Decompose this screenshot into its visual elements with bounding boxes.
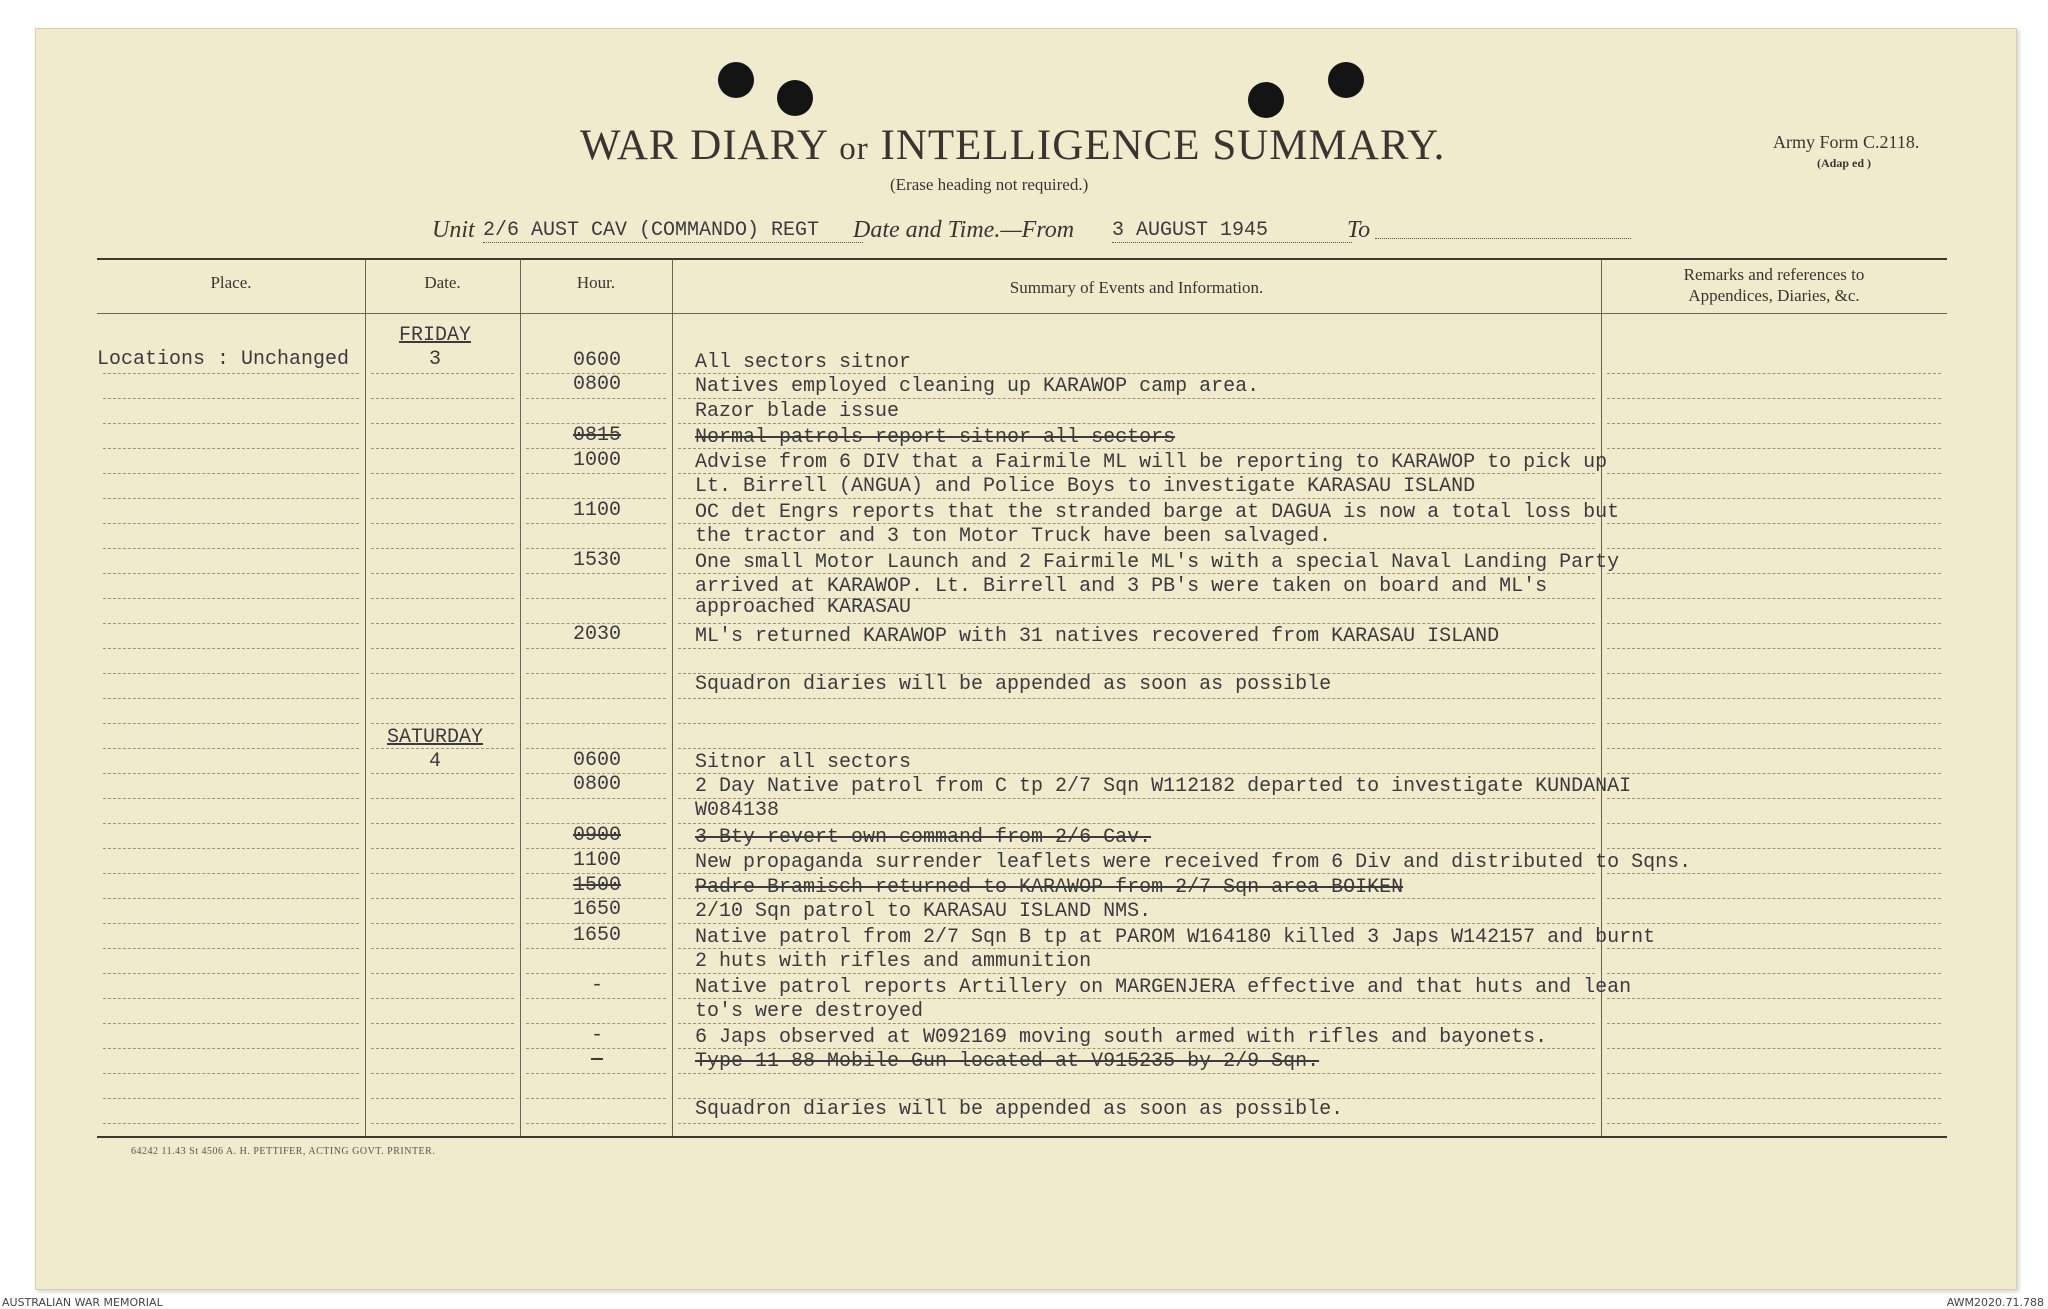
entry-text: Lt. Birrell (ANGUA) and Police Boys to investigate KARASAU ISLAND — [695, 475, 1476, 498]
entry-hour: 0800 — [572, 773, 621, 796]
ruling-line — [103, 1023, 359, 1024]
ruling-line — [371, 1098, 514, 1099]
ruling-line — [371, 523, 514, 524]
form-subtitle: (Erase heading not required.) — [890, 175, 1089, 194]
ruling-line — [371, 623, 514, 624]
ruling-line — [371, 723, 514, 724]
place-note: Locations : Unchanged — [97, 348, 350, 371]
entry-hour: 1530 — [572, 549, 621, 572]
ruling-line — [1607, 623, 1941, 624]
entry-text: Squadron diaries will be appended as soon as possible — [695, 673, 1332, 696]
unit-value: 2/6 AUST CAV (COMMANDO) REGT — [483, 219, 863, 243]
ruling-line — [526, 598, 666, 599]
ruling-line — [103, 473, 359, 474]
ruling-line — [103, 673, 359, 674]
war-diary-page — [35, 28, 2017, 1290]
ruling-line — [1607, 548, 1941, 549]
ruling-line — [103, 623, 359, 624]
ruling-line — [103, 998, 359, 999]
entry-hour: 1500 — [572, 874, 621, 897]
ruling-line — [1607, 948, 1941, 949]
entry-hour: - — [590, 974, 603, 997]
ruling-line — [1607, 898, 1941, 899]
ruling-line — [371, 848, 514, 849]
entry-text: W084138 — [695, 799, 780, 822]
entry-text: arrived at KARAWOP. Lt. Birrell and 3 PB's were taken on board and ML's — [695, 575, 1548, 598]
ruling-line — [1607, 373, 1941, 374]
ruling-line — [103, 548, 359, 549]
ruling-line — [678, 798, 1595, 799]
table-header-rule — [97, 313, 1947, 314]
entry-hour: 1650 — [572, 898, 621, 921]
ruling-line — [371, 473, 514, 474]
ruling-line — [678, 698, 1595, 699]
ruling-line — [678, 623, 1595, 624]
table-top-rule — [97, 258, 1947, 260]
ruling-line — [526, 573, 666, 574]
ruling-line — [103, 1048, 359, 1049]
form-title — [580, 121, 1445, 170]
punch-hole — [718, 62, 754, 98]
ruling-line — [371, 673, 514, 674]
entry-text: OC det Engrs reports that the stranded barge at DAGUA is now a total loss but — [695, 501, 1620, 524]
ruling-line — [1607, 1073, 1941, 1074]
title-intelligence-summary: INTELLIGENCE SUMMARY. — [880, 122, 1446, 169]
ruling-line — [371, 998, 514, 999]
ruling-line — [526, 698, 666, 699]
punch-hole — [1328, 62, 1364, 98]
column-header-remarks-1: Remarks and references to — [1683, 265, 1865, 284]
ruling-line — [103, 823, 359, 824]
ruling-line — [678, 748, 1595, 749]
ruling-line — [526, 648, 666, 649]
ruling-line — [103, 773, 359, 774]
ruling-line — [1607, 723, 1941, 724]
ruling-line — [103, 1073, 359, 1074]
ruling-line — [1607, 498, 1941, 499]
army-form-number: Army Form C.2118. — [1773, 132, 1920, 152]
entry-text: ML's returned KARAWOP with 31 natives recovered from KARASAU ISLAND — [695, 625, 1500, 648]
ruling-line — [103, 573, 359, 574]
archive-credit: AUSTRALIAN WAR MEMORIAL — [2, 1296, 163, 1309]
ruling-line — [1607, 573, 1941, 574]
entry-text: Squadron diaries will be appended as soon as possible. — [695, 1098, 1344, 1121]
ruling-line — [1607, 1098, 1941, 1099]
ruling-line — [371, 823, 514, 824]
ruling-line — [371, 898, 514, 899]
entry-text: Type 11 88 Mobile Gun located at V915235 by 2/9 Sqn. — [695, 1050, 1320, 1073]
ruling-line — [678, 548, 1595, 549]
printer-imprint: 64242 11.43 St 4506 A. H. PETTIFER, ACTING GOVT. PRINTER. — [131, 1146, 436, 1157]
column-header-summary: Summary of Events and Information. — [1009, 278, 1264, 297]
ruling-line — [103, 923, 359, 924]
entry-text: Native patrol reports Artillery on MARGENJERA effective and that huts and lean — [695, 976, 1632, 999]
entry-hour: - — [590, 1048, 603, 1071]
day-saturday: SATURDAY — [386, 726, 483, 749]
ruling-line — [371, 1123, 514, 1124]
ruling-line — [1607, 398, 1941, 399]
ruling-line — [678, 823, 1595, 824]
archive-reference: AWM2020.71.788 — [1946, 1296, 2044, 1309]
ruling-line — [103, 498, 359, 499]
entry-hour: 2030 — [572, 623, 621, 646]
ruling-line — [371, 698, 514, 699]
ruling-line — [1607, 1123, 1941, 1124]
ruling-line — [1607, 473, 1941, 474]
ruling-line — [526, 723, 666, 724]
ruling-line — [678, 498, 1595, 499]
ruling-line — [371, 948, 514, 949]
ruling-line — [103, 1098, 359, 1099]
day-friday-number: 3 — [428, 348, 441, 371]
ruling-line — [678, 423, 1595, 424]
ruling-line — [1607, 1023, 1941, 1024]
ruling-line — [371, 648, 514, 649]
ruling-line — [1607, 523, 1941, 524]
ruling-line — [526, 523, 666, 524]
adapted-note: (Adap ed ) — [1817, 156, 1872, 170]
ruling-line — [526, 673, 666, 674]
column-header-place: Place. — [210, 273, 252, 292]
column-header-hour: Hour. — [576, 273, 616, 292]
ruling-line — [371, 1048, 514, 1049]
ruling-line — [371, 773, 514, 774]
ruling-line — [678, 398, 1595, 399]
ruling-line — [103, 648, 359, 649]
ruling-line — [1607, 598, 1941, 599]
ruling-line — [1607, 673, 1941, 674]
ruling-line — [1607, 823, 1941, 824]
ruling-line — [526, 998, 666, 999]
entry-text: Padre Bramisch returned to KARAWOP from 2/7 Sqn area BOIKEN — [695, 876, 1404, 899]
title-war-diary: WAR DIARY — [580, 122, 828, 169]
column-divider — [520, 259, 521, 1136]
ruling-line — [678, 723, 1595, 724]
ruling-line — [371, 498, 514, 499]
ruling-line — [103, 448, 359, 449]
column-header-date: Date. — [424, 273, 461, 292]
ruling-line — [526, 473, 666, 474]
ruling-line — [371, 1073, 514, 1074]
entry-text: New propaganda surrender leaflets were received from 6 Div and distributed to Sqns. — [695, 851, 1692, 874]
ruling-line — [103, 1123, 359, 1124]
punch-hole — [1248, 82, 1284, 118]
column-divider — [672, 259, 673, 1136]
ruling-line — [1607, 998, 1941, 999]
ruling-line — [103, 948, 359, 949]
ruling-line — [1607, 423, 1941, 424]
ruling-line — [1607, 973, 1941, 974]
ruling-line — [371, 398, 514, 399]
ruling-line — [526, 1098, 666, 1099]
ruling-line — [371, 1023, 514, 1024]
ruling-line — [103, 748, 359, 749]
ruling-line — [103, 873, 359, 874]
day-friday: FRIDAY — [398, 324, 471, 347]
ruling-line — [103, 398, 359, 399]
ruling-line — [678, 1123, 1595, 1124]
ruling-line — [371, 798, 514, 799]
entry-text: 6 Japs observed at W092169 moving south armed with rifles and bayonets. — [695, 1026, 1548, 1049]
entry-text: 2 Day Native patrol from C tp 2/7 Sqn W112182 departed to investigate KUNDANAI — [695, 775, 1632, 798]
entry-text: approached KARASAU — [695, 596, 912, 619]
ruling-line — [371, 573, 514, 574]
column-divider — [365, 259, 366, 1136]
entry-text: Natives employed cleaning up KARAWOP camp area. — [695, 375, 1260, 398]
entry-hour: 0600 — [572, 349, 621, 372]
ruling-line — [103, 973, 359, 974]
ruling-line — [526, 1123, 666, 1124]
to-label: To — [1347, 217, 1371, 243]
unit-label: Unit — [432, 217, 475, 243]
ruling-line — [103, 698, 359, 699]
ruling-line — [1607, 923, 1941, 924]
ruling-line — [371, 548, 514, 549]
ruling-line — [526, 948, 666, 949]
entry-hour: 1100 — [572, 499, 621, 522]
column-divider — [1601, 259, 1602, 1136]
ruling-line — [371, 973, 514, 974]
ruling-line — [678, 648, 1595, 649]
ruling-line — [103, 373, 359, 374]
entry-text: Normal patrols report sitnor all sectors — [695, 426, 1176, 449]
ruling-line — [526, 1073, 666, 1074]
date-value: 3 AUGUST 1945 — [1112, 219, 1352, 243]
ruling-line — [678, 973, 1595, 974]
entry-text: 3 Bty revert own command from 2/6 Cav. — [695, 826, 1152, 849]
entry-hour: 0600 — [572, 749, 621, 772]
column-header-remarks-2: Appendices, Diaries, &c. — [1688, 286, 1860, 305]
ruling-line — [1607, 848, 1941, 849]
ruling-line — [371, 373, 514, 374]
ruling-line — [371, 598, 514, 599]
entry-hour: 1100 — [572, 849, 621, 872]
ruling-line — [103, 848, 359, 849]
entry-text: 2 huts with rifles and ammunition — [695, 950, 1092, 973]
entry-hour: 1000 — [572, 449, 621, 472]
entry-text: One small Motor Launch and 2 Fairmile ML's with a special Naval Landing Party — [695, 551, 1620, 574]
ruling-line — [103, 423, 359, 424]
entry-text: Razor blade issue — [695, 400, 900, 423]
entry-text: the tractor and 3 ton Motor Truck have been salvaged. — [695, 525, 1332, 548]
ruling-line — [526, 398, 666, 399]
entry-hour: 0900 — [572, 824, 621, 847]
entry-text: to's were destroyed — [695, 1000, 924, 1023]
ruling-line — [103, 723, 359, 724]
ruling-line — [526, 798, 666, 799]
entry-hour: - — [590, 1024, 603, 1047]
ruling-line — [678, 923, 1595, 924]
ruling-line — [678, 1073, 1595, 1074]
entry-text: Native patrol from 2/7 Sqn B tp at PAROM W164180 killed 3 Japs W142157 and burnt — [695, 926, 1656, 949]
punch-hole — [777, 80, 813, 116]
entry-hour: 1650 — [572, 924, 621, 947]
ruling-line — [103, 523, 359, 524]
entry-text: Advise from 6 DIV that a Fairmile ML will be reporting to KARAWOP to pick up — [695, 451, 1608, 474]
entry-text: 2/10 Sqn patrol to KARASAU ISLAND NMS. — [695, 900, 1152, 923]
entry-text: Sitnor all sectors — [695, 751, 912, 774]
ruling-line — [1607, 448, 1941, 449]
ruling-line — [1607, 698, 1941, 699]
ruling-line — [103, 598, 359, 599]
entry-hour: 0815 — [572, 424, 621, 447]
ruling-line — [371, 448, 514, 449]
date-label: Date and Time.—From — [853, 217, 1075, 243]
ruling-line — [103, 898, 359, 899]
day-saturday-number: 4 — [428, 750, 441, 773]
ruling-line — [103, 798, 359, 799]
ruling-line — [1607, 773, 1941, 774]
to-value-line — [1375, 238, 1631, 239]
ruling-line — [371, 873, 514, 874]
ruling-line — [1607, 1048, 1941, 1049]
entry-hour: 0800 — [572, 373, 621, 396]
ruling-line — [1607, 648, 1941, 649]
entry-text: All sectors sitnor — [695, 351, 912, 374]
ruling-line — [678, 1023, 1595, 1024]
ruling-line — [1607, 798, 1941, 799]
ruling-line — [371, 423, 514, 424]
title-or: or — [839, 131, 869, 167]
ruling-line — [1607, 748, 1941, 749]
table-bottom-rule — [97, 1136, 1947, 1138]
ruling-line — [371, 923, 514, 924]
